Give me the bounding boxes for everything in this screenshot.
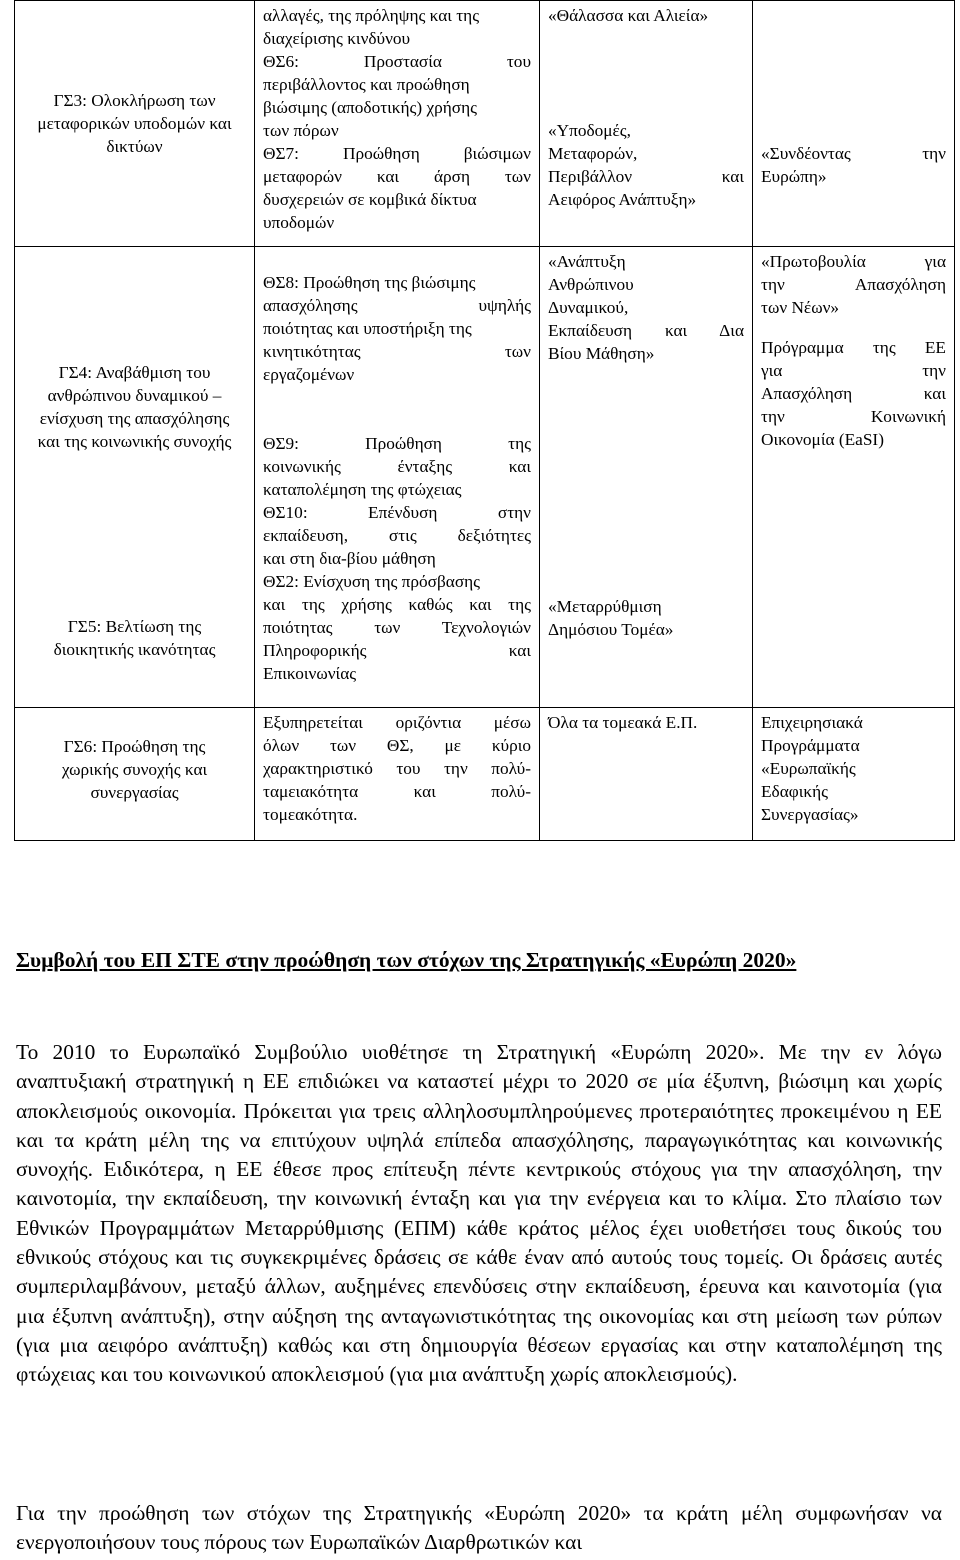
body-paragraph: Το 2010 το Ευρωπαϊκό Συμβούλιο υιοθέτησε τη Στρατηγική «Ευρώπη 2020». Με την εν λόγω αναπτυξιακή στρατηγική η ΕΕ επιδιώκει να καταστεί μέχρι το 2020 σε μία έξυπνη, βιώσιμη και χωρίς αποκλεισμούς οικονομία. Πρόκειται για τρεις αλληλοσυμπληρούμενες προτεραιότητες προκειμένου η ΕΕ και τα κράτη μέλη της να επιτύχουν υψηλά επίπεδα απασχόλησης, παραγωγικότητας και κοινωνικής συνοχής. Ειδικότερα, η ΕΕ έθεσε προς επίτευξη πέντε κεντρικούς στόχους για την απασχόληση, την καινοτομία, την εκπαίδευση, την κοινωνική ένταξη και για την ενέργεια και το κλίμα. Στο πλαίσιο των Εθνικών Προγραμμάτων Μεταρρύθμισης (ΕΠΜ) κάθε κράτος μέλος έχει υιοθετήσει τους δικούς του εθνικούς στόχους και τις συγκεκριμένες δράσεις σε κάθε έναν από αυτούς τους τομείς. Οι δράσεις αυτές συμπεριλαμβάνουν, μεταξύ άλλων, αυξημένες επενδύσεις στην εκπαίδευση, έρευνα και καινοτομία (για μια έξυπνη ανάπτυξη), στην αύξηση της ανταγωνιστικότητας της οικονομίας και στη μείωση των ρύπων (για μια αειφόρο ανάπτυξη) καθώς και στη δημιουργία θέσεων εργασίας και στην καταπολέμηση της φτώχειας και του κοινωνικού αποκλεισμού (για μια ανάπτυξη χωρίς αποκλεισμούς). [16, 1040, 942, 1387]
programme-cell: «Θάλασσα και Αλιεία» «Υποδομές, Μεταφορών, Περιβάλλον και Αειφόρος Ανάπτυξη» [540, 1, 753, 247]
programme-cell: «Ανάπτυξη Ανθρώπινου Δυναμικού, Εκπαίδευση και Δια Βίου Μάθηση» «Μεταρρύθμιση Δημόσιου Τομέα» [540, 247, 753, 708]
table-row [15, 247, 955, 708]
eu-programme-cell: «Συνδέοντας την Ευρώπη» [753, 1, 955, 247]
goal-cell: ΓΣ3: Ολοκλήρωση των μεταφορικών υποδομών και δικτύων [15, 1, 255, 247]
section-heading: Συμβολή του ΕΠ ΣΤΕ στην προώθηση των στόχων της Στρατηγικής «Ευρώπη 2020» [16, 948, 797, 972]
body-paragraph: Για την προώθηση των στόχων της Στρατηγικής «Ευρώπη 2020» τα κράτη μέλη συμφωνήσαν να ενεργοποιήσουν τους πόρους των Ευρωπαϊκών Διαρθρωτικών και [16, 1501, 942, 1555]
eu-programme-cell: «Πρωτοβουλία για την Απασχόληση των Νέων» Πρόγραμμα της ΕΕ για την Απασχόληση και την Κοινωνική Οικονομία (EaSI) [753, 247, 955, 708]
themes-cell: αλλαγές, της πρόληψης και της διαχείρισης κινδύνου ΘΣ6: Προστασία του περιβάλλοντος και προώθηση βιώσιμης (αποδοτικής) χρήσης των πόρων ΘΣ7: Προώθηση βιώσιμων μεταφορών και άρση των δυσχερειών σε κομβικά δίκτυα υποδομών [255, 1, 540, 247]
themes-cell: ΘΣ8: Προώθηση της βιώσιμης απασχόλησης υψηλής ποιότητας και υποστήριξη της κινητικότητας των εργαζομένων ΘΣ9: Προώθηση της κοινωνικής ένταξης και καταπολέμηση της φτώχειας ΘΣ10: Επένδυση στην εκπαίδευση, στις δεξιότητες και στη δια-βίου μάθηση ΘΣ2: Ενίσχυση της πρόσβασης και της χρήσης καθώς και της ποιότητας των Τεχνολογιών Πληροφορικής και Επικοινωνίας [255, 247, 540, 708]
goal-cell: ΓΣ6: Προώθηση της χωρικής συνοχής και συνεργασίας [15, 708, 255, 841]
programme-cell: Όλα τα τομεακά Ε.Π. [540, 708, 753, 841]
eu-programme-cell: Επιχειρησιακά Προγράμματα «Ευρωπαϊκής Εδαφικής Συνεργασίας» [753, 708, 955, 841]
themes-cell: Εξυπηρετείται οριζόντια μέσω όλων των ΘΣ, με κύριο χαρακτηριστικό του την πολύ- ταμειακότητα και πολύ- τομεακότητα. [255, 708, 540, 841]
goal-cell: ΓΣ4: Αναβάθμιση του ανθρώπινου δυναμικού – ενίσχυση της απασχόλησης και της κοινωνικής συνοχής ΓΣ5: Βελτίωση της διοικητικής ικανότητας [15, 247, 255, 708]
strategy-table [14, 0, 955, 841]
table-row [15, 708, 955, 841]
table-row [15, 1, 955, 247]
